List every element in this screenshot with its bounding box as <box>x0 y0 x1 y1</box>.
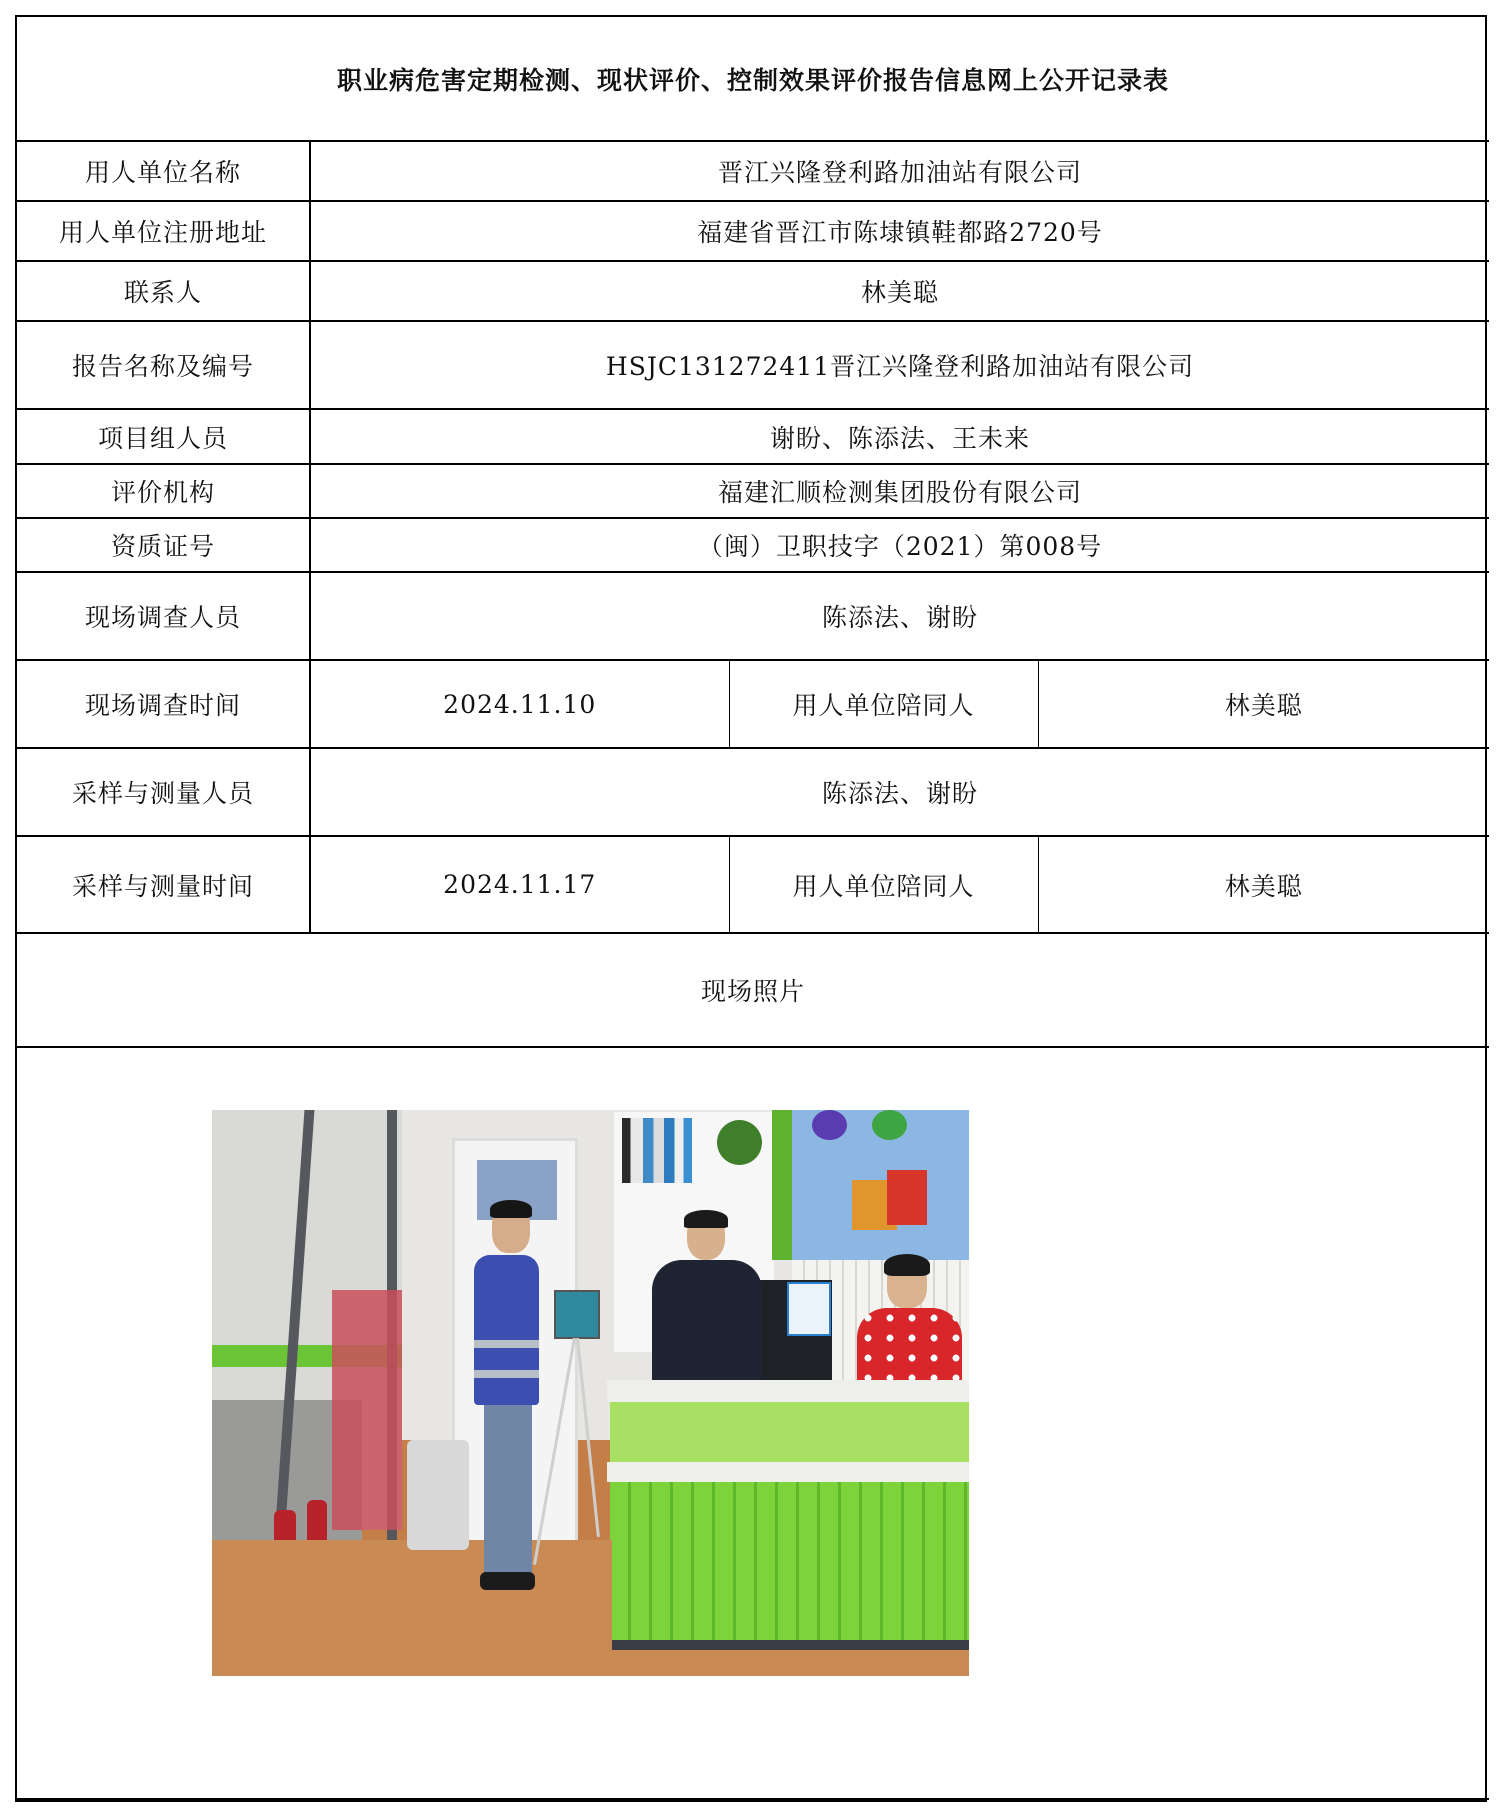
value-report-name-number: HSJC131272411晋江兴隆登利路加油站有限公司 <box>310 321 1489 409</box>
form-title: 职业病危害定期检测、现状评价、控制效果评价报告信息网上公开记录表 <box>17 17 1489 141</box>
value-survey-companion: 林美聪 <box>1038 660 1489 748</box>
label-sampling-time: 采样与测量时间 <box>17 836 310 933</box>
label-survey-companion: 用人单位陪同人 <box>729 660 1038 748</box>
label-contact-person: 联系人 <box>17 261 310 321</box>
label-employer-name: 用人单位名称 <box>17 141 310 201</box>
value-site-survey-time: 2024.11.10 <box>310 660 729 748</box>
photo-cell <box>17 1047 1489 1799</box>
label-registered-address: 用人单位注册地址 <box>17 201 310 261</box>
value-sampling-staff: 陈添法、谢盼 <box>310 748 1489 836</box>
label-site-survey-staff: 现场调查人员 <box>17 572 310 660</box>
value-site-survey-staff: 陈添法、谢盼 <box>310 572 1489 660</box>
label-project-team: 项目组人员 <box>17 409 310 464</box>
value-qualification-number: （闽）卫职技字（2021）第008号 <box>310 518 1489 572</box>
value-registered-address: 福建省晋江市陈埭镇鞋都路2720号 <box>310 201 1489 261</box>
value-sampling-companion: 林美聪 <box>1038 836 1489 933</box>
label-evaluation-agency: 评价机构 <box>17 464 310 518</box>
value-sampling-time: 2024.11.17 <box>310 836 729 933</box>
value-contact-person: 林美聪 <box>310 261 1489 321</box>
record-form <box>15 15 1487 1802</box>
label-site-survey-time: 现场调查时间 <box>17 660 310 748</box>
site-photo <box>212 1110 969 1676</box>
value-project-team: 谢盼、陈添法、王未来 <box>310 409 1489 464</box>
label-report-name-number: 报告名称及编号 <box>17 321 310 409</box>
label-site-photos: 现场照片 <box>17 933 1489 1047</box>
record-table <box>17 17 1489 1800</box>
label-sampling-staff: 采样与测量人员 <box>17 748 310 836</box>
value-employer-name: 晋江兴隆登利路加油站有限公司 <box>310 141 1489 201</box>
value-evaluation-agency: 福建汇顺检测集团股份有限公司 <box>310 464 1489 518</box>
label-sampling-companion: 用人单位陪同人 <box>729 836 1038 933</box>
label-qualification-number: 资质证号 <box>17 518 310 572</box>
